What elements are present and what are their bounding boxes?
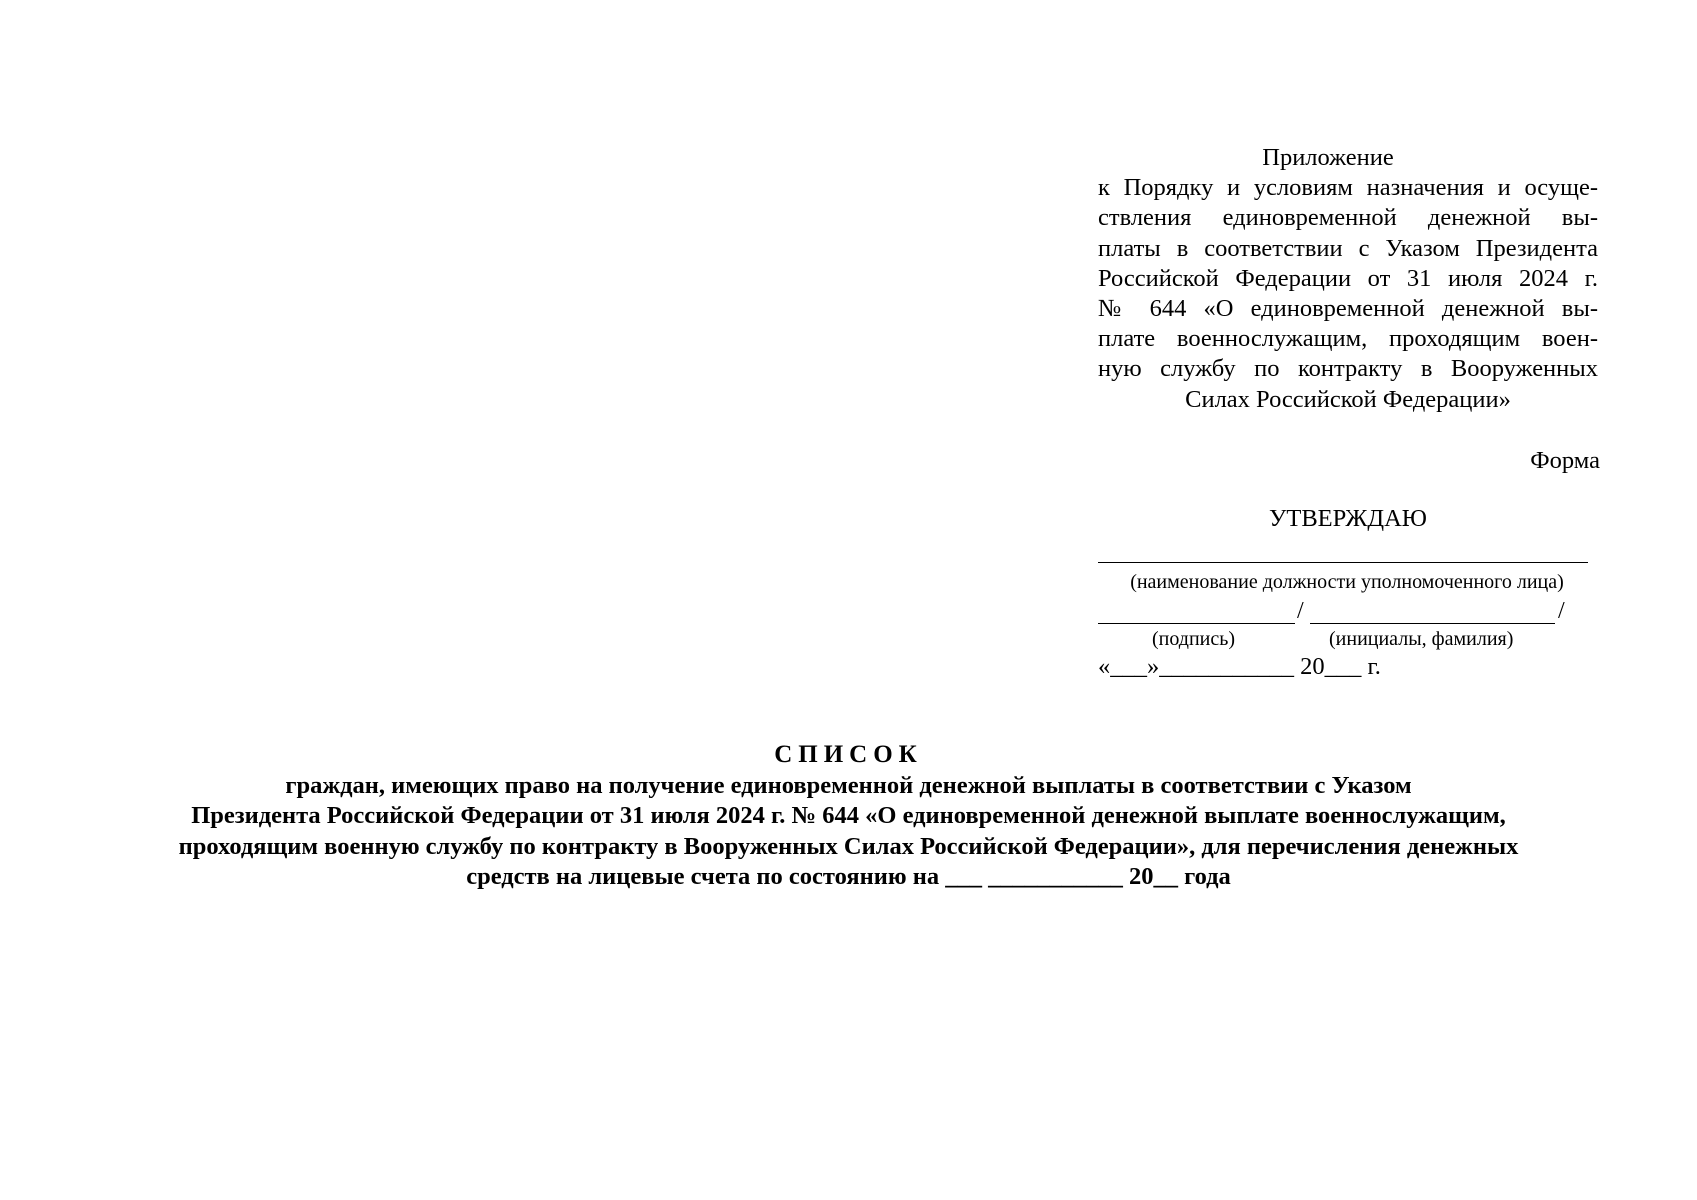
annex-line: ствления единовременной денежной вы- — [1098, 204, 1598, 232]
form-label: Форма — [1530, 447, 1600, 474]
list-subtitle-line: граждан, имеющих право на получение единовременной денежной выплаты в соответствии с Указом — [285, 771, 1412, 799]
name-fill-line — [1310, 623, 1555, 624]
annex-block — [1098, 143, 1598, 415]
annex-line: Российской Федерации от 31 июля 2024 г. — [1098, 264, 1598, 292]
annex-title: Приложение — [1262, 144, 1394, 171]
annex-line: ную службу по контракту в Вооруженных — [1098, 355, 1598, 383]
signature-caption: (подпись) — [1152, 628, 1236, 650]
annex-last-line: Силах Российской Федерации» — [1185, 385, 1511, 413]
annex-line: плате военнослужащим, проходящим воен- — [1098, 325, 1598, 353]
list-subtitle-line: средств на лицевые счета по состоянию на ___ ___________ 20__ года — [466, 863, 1231, 890]
approval-heading: УТВЕРЖДАЮ — [1269, 505, 1427, 532]
annex-body — [1098, 173, 1598, 384]
annex-line: платы в соответствии с Указом Президента — [1098, 234, 1598, 262]
list-subtitle-line: Президента Российской Федерации от 31 июля 2024 г. № 644 «О единовременной денежной выплате военнослужащим, — [191, 802, 1506, 829]
name-separator: / — [1558, 598, 1565, 624]
signature-separator: / — [1297, 598, 1304, 624]
list-title-block — [60, 740, 1637, 893]
signature-fill-line — [1098, 623, 1295, 624]
approval-date-line: «___»___________ 20___ г. — [1098, 653, 1381, 680]
position-caption: (наименование должности уполномоченного лица) — [1130, 571, 1564, 593]
annex-line: № 644 «О единовременной денежной вы- — [1098, 295, 1598, 323]
position-fill-line — [1098, 562, 1588, 563]
annex-line: к Порядку и условиям назначения и осуще- — [1098, 174, 1598, 202]
list-heading: СПИСОК — [774, 741, 923, 768]
name-caption: (инициалы, фамилия) — [1329, 628, 1514, 650]
list-subtitle-line: проходящим военную службу по контракту в Вооруженных Силах Российской Федерации», для перечисления денежных — [178, 832, 1519, 860]
